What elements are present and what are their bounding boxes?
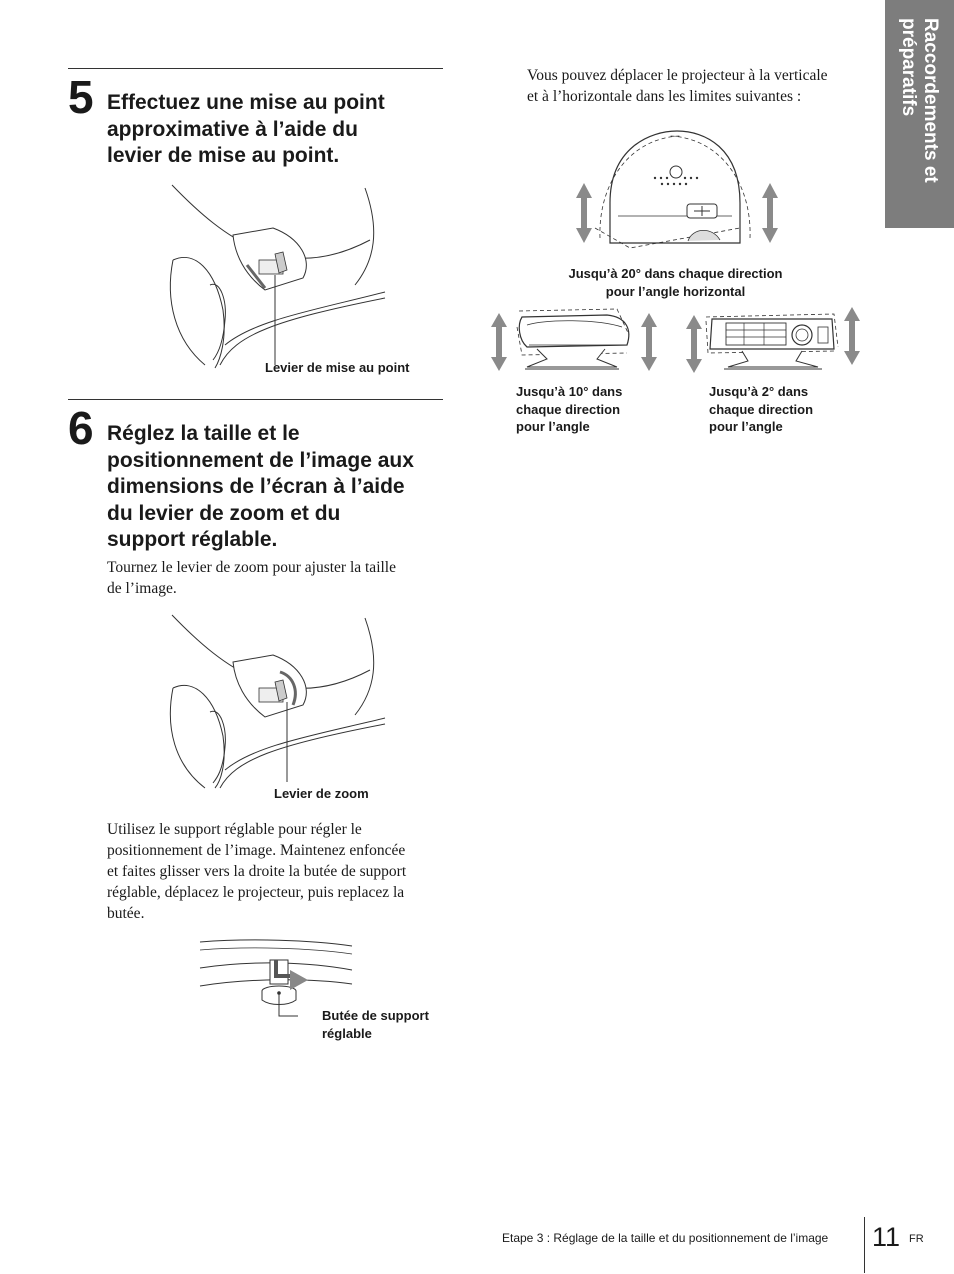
front-roll-illustration — [684, 305, 864, 380]
horizontal-angle-caption: Jusqu’à 20° dans chaque direction pour l’angle horizontal — [568, 266, 783, 299]
horizontal-angle-illustration — [570, 128, 785, 253]
adjustment-intro-text: Vous pouvez déplacer le projecteur à la verticale et à l’horizontale dans les limites suivantes : — [527, 67, 828, 105]
step5-title: Effectuez une mise au point approximative à l’aide du levier de mise au point. — [107, 91, 385, 167]
step6-number: 6 — [68, 402, 94, 454]
focus-lever-illustration — [165, 180, 390, 370]
zoom-lever-caption: Levier de zoom — [274, 786, 369, 801]
support-stopper-caption: Butée de support réglable — [322, 1008, 429, 1041]
footer-section-title: Etape 3 : Réglage de la taille et du positionnement de l’image — [502, 1231, 829, 1245]
language-code: FR — [909, 1233, 924, 1245]
page-number: 11 — [872, 1222, 901, 1252]
footer-divider — [864, 1217, 865, 1273]
step5-number: 5 — [68, 71, 94, 123]
support-instruction-text: Utilisez le support réglable pour régler le positionnement de l’image. Maintenez enfoncée et faites glisser vers la droite la butée de support réglable, déplacez le projecteur, puis replacez la butée. — [107, 821, 407, 922]
zoom-lever-illustration — [165, 610, 390, 790]
front-roll-caption: Jusqu’à 2° dans chaque direction pour l’angle — [709, 384, 814, 434]
step6-title: Réglez la taille et le positionnement de l’image aux dimensions de l’écran à l’aide du levier de zoom et du support réglable. — [107, 422, 414, 551]
step6-rule — [68, 399, 443, 400]
side-tilt-illustration — [487, 305, 662, 380]
focus-lever-caption: Levier de mise au point — [265, 360, 410, 375]
section-side-tab-label: Raccordements et préparatifs — [898, 18, 942, 183]
step5-rule — [68, 68, 443, 69]
side-tilt-caption: Jusqu’à 10° dans chaque direction pour l’angle — [516, 384, 623, 434]
section-side-tab — [885, 0, 954, 228]
zoom-instruction-text: Tournez le levier de zoom pour ajuster la taille de l’image. — [107, 559, 396, 597]
